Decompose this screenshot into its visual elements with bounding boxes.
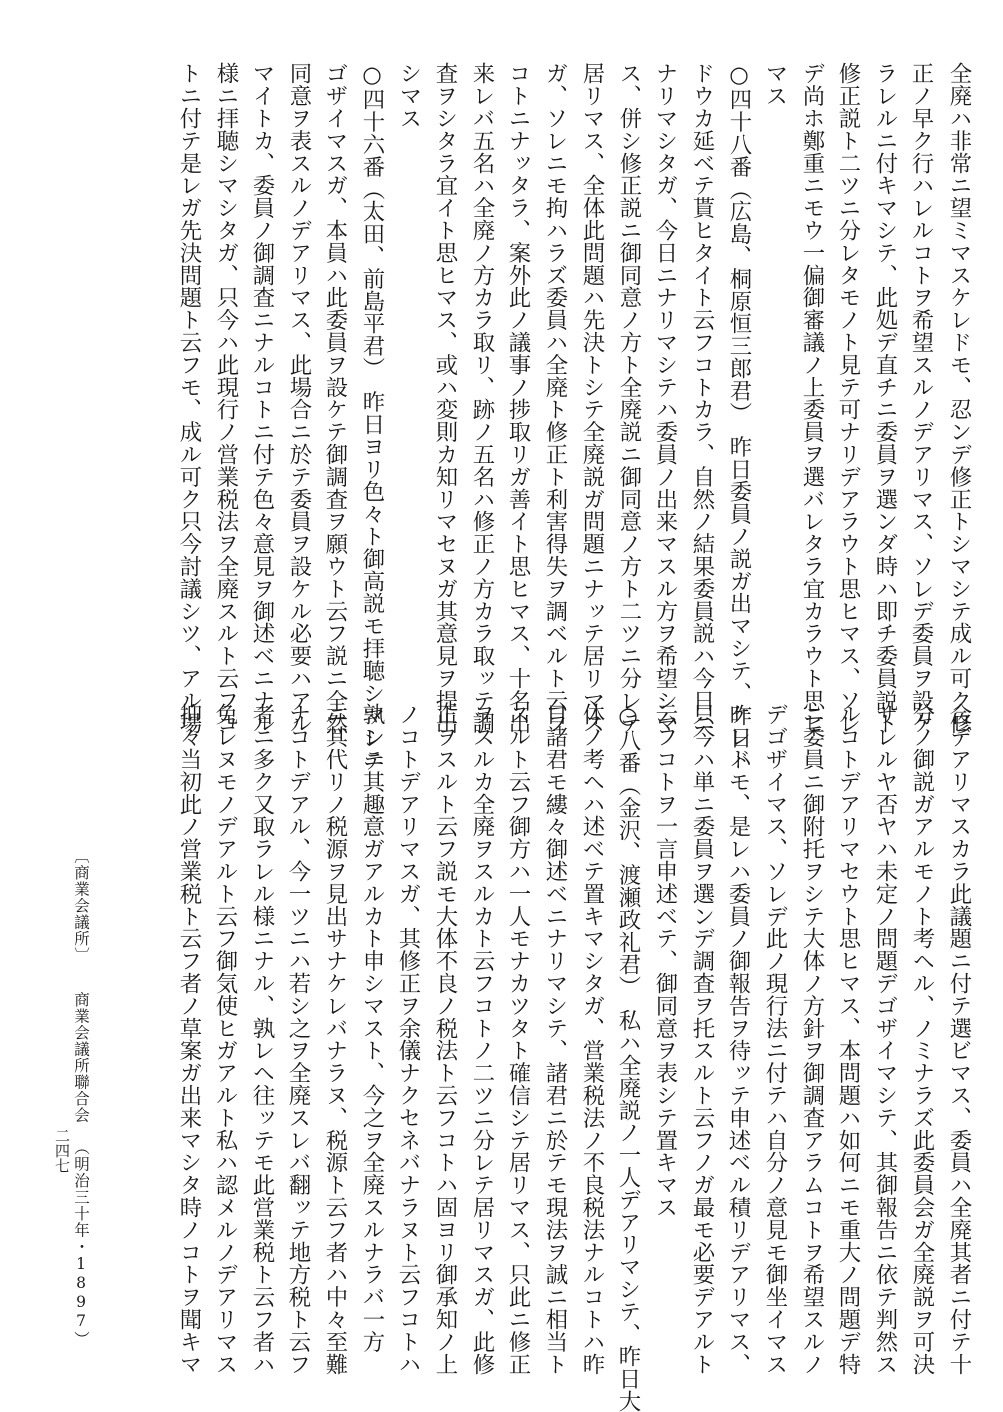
text-column: 合デアリマスカラ此議題ニ付テ選ビマス、委員ハ全廃其者ニ付テ十: [946, 703, 972, 1375]
text-column: 居リマス、全体此問題ハ先決トシテ全廃説ガ問題ニナッテ居リマス: [579, 62, 605, 734]
text-column: ラレルニ付キマシテ、此処デ直チニ委員ヲ選ンダ時ハ即チ委員説ト: [872, 62, 898, 734]
text-column: ドウカ延ベテ貰ヒタイト云フコトカラ、自然ノ結果委員説ハ今日ニ: [689, 62, 715, 734]
text-column: 査ヲシタラ宜イト思ヒマス、或ハ変則カ知リマセヌガ其意見ヲ提出: [432, 62, 458, 734]
page-number: 二四七: [53, 1128, 71, 1173]
text-column: 様ニ拝聴シマシタガ、只今ハ此現行ノ営業税法ヲ全廃スルト云フコ: [213, 62, 239, 734]
text-column: 正ノ早ク行ハレルコトヲ希望スルノデアリマス、ソレデ委員ヲ設ケ: [908, 62, 934, 734]
text-column: マイトカ、委員ノ御調査ニナルコトニ付テ色々意見ヲ御述ベニナル: [249, 62, 275, 734]
text-column: 者ニ多ク又取ラレル様ニナル、孰レヘ往ッテモ此営業税ト云フ者ハ: [249, 703, 275, 1375]
text-column: 只今ハ単ニ委員ヲ選ンデ調査ヲ托スルト云フノガ最モ必要デアルト: [689, 703, 715, 1375]
text-column: ガ、ソレニモ拘ハラズ委員ハ全廃ト修正ト利害得失ヲ調ベルト云フ: [542, 62, 568, 734]
footer-year: （明治三十年・1897）: [72, 1139, 90, 1348]
text-column: ゴザイマスガ、本員ハ此委員ヲ設ケテ御調査ヲ願ウト云フ説ニ全然: [322, 62, 348, 734]
text-column: 修正説ト二ツニ分レタモノト見テ可ナリデアラウト思ヒマス、ソレ: [835, 62, 861, 734]
running-footer: [64, 848, 88, 1348]
text-column: 云フコトヲ一言申述ベテ、御同意ヲ表シテ置キマス: [652, 703, 678, 1219]
text-column: シマス: [396, 62, 422, 130]
text-column: 孰レニ其趣意ガアルカト申シマスト、今之ヲ全廃スルナラバ一方: [359, 703, 385, 1353]
text-column: 同意ヲ表スルノデアリマス、此場合ニ於テ委員ヲ設ケル必要ハアル: [286, 62, 312, 734]
text-column: 体ノ考ヘハ述ベテ置キマシタガ、営業税法ノ不良税法ナルコトハ昨: [579, 703, 605, 1375]
text-column: マス: [762, 62, 788, 107]
text-column: 来レバ五名ハ全廃ノ方カラ取リ、跡ノ五名ハ修正ノ方カラ取ッテ調: [469, 62, 495, 734]
text-column: サレルヤ否ヤハ未定ノ問題デゴザイマシテ、其御報告ニ依テ判然ス: [872, 703, 898, 1375]
text-column: デ尚ホ鄭重ニモウ一偏御審議ノ上委員ヲ選バレタラ宜カラウト思ヒ: [799, 62, 825, 734]
speaker-column: ○八番（金沢、渡瀬政礼君） 私ハ全廃説ノ一人デアリマシテ、昨日大: [615, 703, 641, 1412]
text-column: 抑々当初此ノ営業税ト云フ者ノ草案ガ出来マシタ時ノコトヲ聞キマ: [176, 703, 202, 1375]
text-column: 日諸君モ縷々御述ベニナリマシテ、諸君ニ於テモ現法ヲ誠ニ相当ト: [542, 703, 568, 1375]
speaker-column: ○四十八番（広島、桐原恒三郎君） 昨日委員ノ説ガ出マシテ、昨日ハ: [726, 62, 752, 772]
text-column: ス、併シ修正説ニ御同意ノ方ト全廃説ニ御同意ノ方ト二ツニ分レテ: [616, 62, 642, 734]
text-column: ニ其代リノ税源ヲ見出サナケレバナラヌ、税源ト云フ者ハ中々至難: [322, 703, 348, 1375]
speaker-column: ○四十六番（太田、前島平君） 昨日ヨリ色々ト御高説モ拝聴シマシテ: [359, 62, 385, 772]
text-column: ナリマシタガ、今日ニナリマシテハ委員ノ出来マスル方ヲ希望シマ: [652, 62, 678, 734]
text-column: トニ付テ是レガ先決問題ト云フモ、成ル可ク只今討議シツ、アル場: [176, 62, 202, 734]
text-column: 分ノ御説ガアルモノト考ヘル、ノミナラズ此委員会ガ全廃説ヲ可決: [909, 703, 935, 1375]
text-column: 全廃ハ非常ニ望ミマスケレドモ、忍ンデ修正トシマシテ成ル可ク修: [946, 62, 972, 734]
text-column: ノコトデアリマスガ、其修正ヲ余儀ナクセネバナラヌト云フコトハ: [395, 703, 421, 1375]
text-column: デゴザイマス、ソレデ此ノ現行法ニ付テハ自分ノ意見モ御坐イマス: [762, 703, 788, 1375]
text-column: ケレドモ、是レハ委員ノ御報告ヲ待ッテ申述ベル積リデアリマス、: [725, 703, 751, 1375]
text-column: 免レヌモノデアルト云フ御気使ヒガアルト私ハ認メルノデアリマス: [212, 703, 238, 1375]
text-column: 正ヲスルト云フ説モ大体不良ノ税法ト云フコトハ固ヨリ御承知ノ上: [432, 703, 458, 1375]
footer-title: 商業会議所聯合会: [72, 991, 90, 1124]
text-column: スルト云フ御方ハ一人モナカツタト確信シテ居リマス、只此ニ修正: [505, 703, 531, 1375]
text-column: ルコトデアリマセウト思ヒマス、本問題ハ如何ニモ重大ノ問題デ特: [835, 703, 861, 1375]
footer-source: 〔商業会議所〕: [72, 848, 90, 964]
text-column: ニ委員ニ御附托ヲシテ大体ノ方針ヲ御調査アラムコトヲ希望スルノ: [799, 703, 825, 1375]
text-column: ヲスルカ全廃ヲスルカト云フコトノ二ツニ分レテ居リマスガ、此修: [469, 703, 495, 1375]
text-column: コトニナッタラ、案外此ノ議事ノ捗取リガ善イト思ヒマス、十名出: [505, 62, 531, 734]
text-column: ナコトデアル、今一ツニハ若シ之ヲ全廃スレバ翻ッテ地方税ト云フ: [285, 703, 311, 1375]
